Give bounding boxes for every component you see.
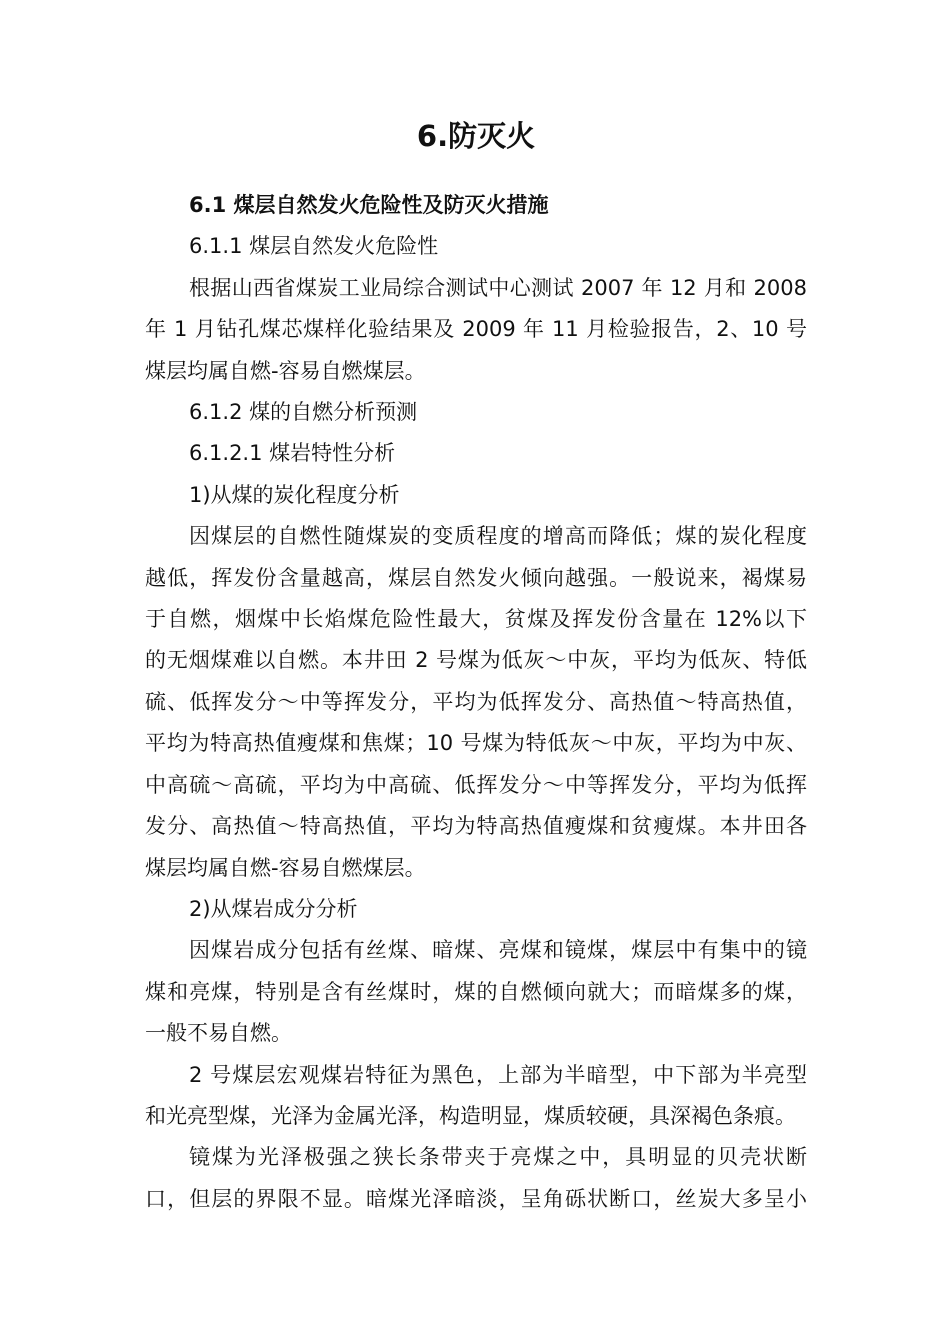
section-heading-6-1-2-1: 6.1.2.1 煤岩特性分析 (189, 441, 396, 466)
paragraph-test-results (145, 268, 807, 392)
chapter-title: 6.防灭火 (416, 119, 536, 153)
text-line: 因煤岩成分包括有丝煤、暗煤、亮煤和镜煤，煤层中有集中的镜 (189, 938, 807, 963)
text-line: 硫、低挥发分～中等挥发分，平均为低挥发分、高热值～特高热值， (145, 689, 807, 714)
text-line: 中高硫～高硫，平均为中高硫、低挥发分～中等挥发分，平均为低挥 (145, 772, 807, 797)
text-line: 煤层均属自燃-容易自燃煤层。 (145, 855, 426, 880)
paragraph-carbonization-analysis (145, 516, 807, 889)
text-line: 越低，挥发份含量越高，煤层自然发火倾向越强。一般说来，褐煤易 (145, 565, 807, 590)
text-line: 煤和亮煤，特别是含有丝煤时，煤的自燃倾向就大；而暗煤多的煤， (145, 979, 807, 1004)
section-heading-6-1: 6.1 煤层自然发火危险性及防灭火措施 (189, 193, 549, 217)
text-line: 的无烟煤难以自燃。本井田 2 号煤为低灰～中灰，平均为低灰、特低 (145, 648, 807, 673)
text-line: 一般不易自燃。 (145, 1021, 292, 1046)
paragraph-seam-2-features (145, 1055, 807, 1138)
text-line: 发分、高热值～特高热值，平均为特高热值瘦煤和贫瘦煤。本井田各 (145, 814, 807, 839)
text-line: 2 号煤层宏观煤岩特征为黑色，上部为半暗型，中下部为半亮型 (189, 1062, 807, 1087)
section-heading-6-1-2: 6.1.2 煤的自燃分析预测 (189, 400, 418, 425)
text-line: 口，但层的界限不显。暗煤光泽暗淡，呈角砾状断口，丝炭大多呈小 (145, 1186, 807, 1211)
text-line: 煤层均属自燃-容易自燃煤层。 (145, 358, 426, 383)
item-heading-coal-rock: 2)从煤岩成分分析 (189, 896, 358, 921)
text-line: 于自燃，烟煤中长焰煤危险性最大，贫煤及挥发份含量在 12%以下 (145, 607, 807, 632)
section-heading-6-1-1: 6.1.1 煤层自然发火危险性 (189, 234, 439, 259)
text-line: 平均为特高热值瘦煤和焦煤；10 号煤为特低灰～中灰，平均为中灰、 (145, 731, 807, 756)
item-heading-carbonization: 1)从煤的炭化程度分析 (189, 482, 400, 507)
text-line: 年 1 月钻孔煤芯煤样化验结果及 2009 年 11 月检验报告，2、10 号 (145, 317, 807, 342)
text-line: 镜煤为光泽极强之狭长条带夹于亮煤之中，具明显的贝壳状断 (189, 1145, 807, 1170)
text-line: 和光亮型煤，光泽为金属光泽，构造明显，煤质较硬，具深褐色条痕。 (145, 1103, 796, 1128)
text-line: 因煤层的自燃性随煤炭的变质程度的增高而降低；煤的炭化程度 (189, 524, 807, 549)
paragraph-vitrain-description (145, 1137, 807, 1220)
paragraph-coal-rock-components (145, 930, 807, 1054)
document-page (145, 112, 807, 1220)
text-line: 根据山西省煤炭工业局综合测试中心测试 2007 年 12 月和 2008 (189, 275, 807, 300)
